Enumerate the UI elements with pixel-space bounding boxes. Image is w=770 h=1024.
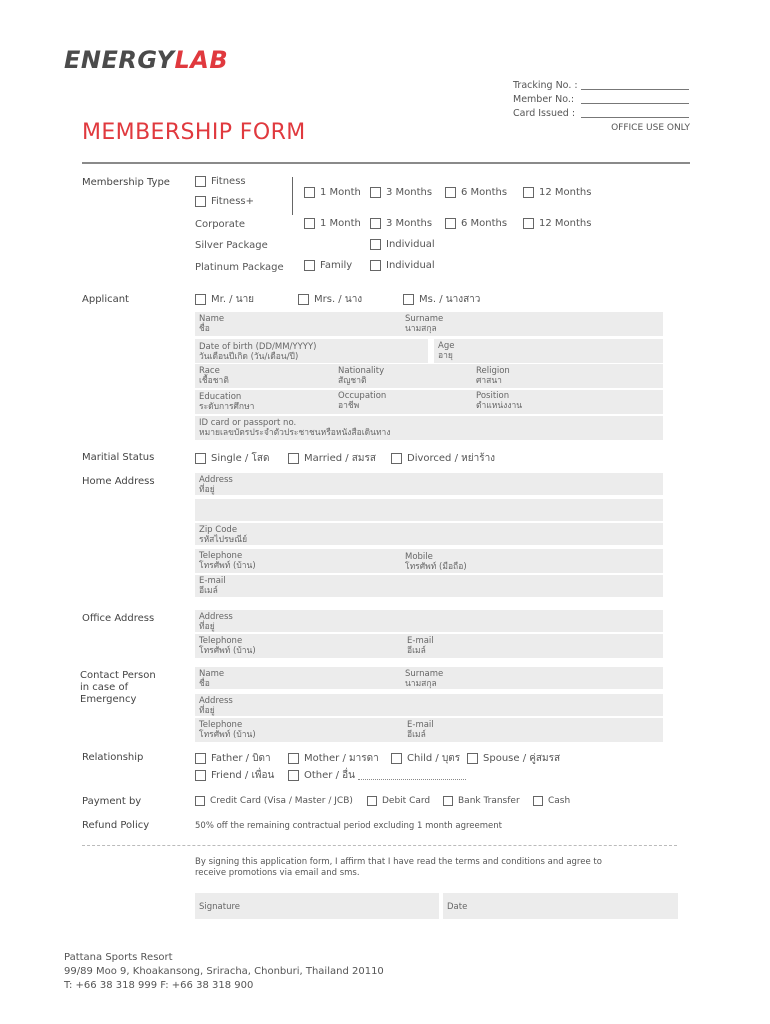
- date-label: Date: [447, 902, 468, 912]
- rel-child[interactable]: [391, 751, 460, 766]
- name-label-th: ชื่อ: [199, 679, 210, 689]
- idcard-label: ID card or passport no.: [199, 418, 297, 428]
- tracking-label: Tracking No. :: [513, 80, 578, 91]
- fitness-12-months[interactable]: [523, 187, 591, 198]
- nationality-label-th: สัญชาติ: [338, 376, 367, 386]
- fitness-6-months[interactable]: [445, 187, 507, 198]
- option-text: Bank Transfer: [458, 796, 520, 806]
- option-text: Individual: [386, 239, 435, 250]
- option-text: Family: [320, 260, 353, 271]
- address-label-th: ที่อยู่: [199, 706, 215, 716]
- silver-label: Silver Package: [195, 240, 268, 251]
- name-label-th: ชื่อ: [199, 324, 210, 334]
- card-field[interactable]: [581, 117, 689, 118]
- footer-line-1: Pattana Sports Resort: [64, 952, 173, 963]
- surname-label: Surname: [405, 669, 444, 679]
- name-label: Name: [199, 669, 225, 679]
- option-text: 12 Months: [539, 218, 592, 229]
- emergency-address-field[interactable]: [195, 694, 663, 716]
- checkbox[interactable]: [195, 770, 206, 781]
- emergency-label-line-3: Emergency: [80, 694, 137, 705]
- address-label-th: ที่อยู่: [199, 485, 215, 495]
- fitness-1-month[interactable]: [304, 187, 361, 198]
- fitness-checkbox[interactable]: [195, 176, 206, 187]
- platinum-individual[interactable]: [370, 260, 435, 271]
- email-label: E-mail: [199, 576, 226, 586]
- pay-bank[interactable]: [443, 796, 520, 806]
- option-text: Mr. / นาย: [211, 294, 255, 305]
- member-field[interactable]: [581, 103, 689, 104]
- option-text: Friend / เพื่อน: [211, 770, 275, 781]
- checkbox[interactable]: [391, 453, 402, 464]
- checkbox[interactable]: [370, 239, 381, 250]
- race-label-th: เชื้อชาติ: [199, 376, 229, 386]
- office-use-note: OFFICE USE ONLY: [611, 123, 690, 133]
- corporate-3-months[interactable]: [370, 218, 432, 229]
- fitness-plus-option[interactable]: [195, 196, 254, 207]
- dob-label-th: วันเดือนปีเกิด (วัน/เดือน/ปี): [199, 352, 299, 362]
- platinum-label: Platinum Package: [195, 262, 284, 273]
- checkbox[interactable]: [523, 218, 534, 229]
- checkbox[interactable]: [195, 753, 206, 764]
- marital-status-label: Maritial Status: [82, 452, 155, 463]
- name-label: Name: [199, 314, 225, 324]
- dob-field[interactable]: [195, 339, 428, 363]
- consent-text: [195, 857, 675, 879]
- tracking-field[interactable]: [581, 89, 689, 90]
- footer-line-2: 99/89 Moo 9, Khoakansong, Sriracha, Chonburi, Thailand 20110: [64, 966, 384, 977]
- marital-single[interactable]: [195, 451, 269, 466]
- option-text: Individual: [386, 260, 435, 271]
- relationship-label: Relationship: [82, 752, 144, 763]
- checkbox[interactable]: [391, 753, 402, 764]
- rel-friend[interactable]: [195, 768, 274, 783]
- applicant-label: Applicant: [82, 294, 129, 305]
- rel-father[interactable]: [195, 751, 271, 766]
- rel-mother[interactable]: [288, 751, 379, 766]
- silver-individual[interactable]: [370, 239, 435, 250]
- footer-address: [64, 951, 384, 993]
- form-title: MEMBERSHIP FORM: [82, 120, 306, 145]
- fitness-option[interactable]: [195, 176, 246, 187]
- rel-spouse[interactable]: [467, 751, 560, 766]
- title-mr[interactable]: [195, 292, 254, 307]
- option-text: Father / บิดา: [211, 753, 271, 764]
- option-text: 3 Months: [386, 187, 433, 198]
- fitness-plus-checkbox[interactable]: [195, 196, 206, 207]
- fitness-3-months[interactable]: [370, 187, 432, 198]
- race-row-field[interactable]: [195, 364, 663, 388]
- telephone-label: Telephone: [199, 551, 243, 561]
- checkbox[interactable]: [370, 260, 381, 271]
- education-label-th: ระดับการศึกษา: [199, 402, 255, 412]
- occupation-label: Occupation: [338, 391, 387, 401]
- checkbox[interactable]: [370, 187, 381, 198]
- home-phone-row[interactable]: [195, 549, 663, 573]
- pay-debit[interactable]: [367, 796, 430, 806]
- bracket-line: [292, 177, 293, 215]
- surname-label-th: นามสกุล: [405, 679, 437, 689]
- checkbox[interactable]: [195, 294, 206, 305]
- home-email-field[interactable]: [195, 575, 663, 597]
- option-text: Spouse / คู่สมรส: [483, 753, 561, 764]
- telephone-label: Telephone: [199, 636, 243, 646]
- emergency-contact-label: [80, 670, 156, 706]
- zip-label: Zip Code: [199, 525, 238, 535]
- corporate-label: Corporate: [195, 219, 245, 230]
- address-label: Address: [199, 475, 233, 485]
- option-text: Mother / มารดา: [304, 753, 379, 764]
- telephone-label: Telephone: [199, 720, 243, 730]
- membership-type-label: Membership Type: [82, 177, 170, 188]
- checkbox[interactable]: [523, 187, 534, 198]
- checkbox[interactable]: [304, 218, 315, 229]
- religion-label-th: ศาสนา: [476, 376, 502, 386]
- emergency-label-line-2: in case of: [80, 682, 129, 693]
- corporate-6-months[interactable]: [445, 218, 507, 229]
- checkbox[interactable]: [445, 218, 456, 229]
- fitness-plus-text: Fitness+: [211, 196, 255, 207]
- refund-text: 50% off the remaining contractual period excluding 1 month agreement: [195, 821, 502, 831]
- option-text: Ms. / นางสาว: [419, 294, 481, 305]
- idcard-label-th: หมายเลขบัตรประจำตัวประชาชนหรือหนังสือเดินทาง: [199, 428, 391, 438]
- date-field[interactable]: [443, 893, 678, 919]
- checkbox[interactable]: [288, 453, 299, 464]
- checkbox[interactable]: [304, 260, 315, 271]
- marital-married[interactable]: [288, 451, 376, 466]
- option-text: Mrs. / นาง: [314, 294, 363, 305]
- checkbox[interactable]: [195, 796, 205, 806]
- email-label: E-mail: [407, 636, 434, 646]
- surname-label-th: นามสกุล: [405, 324, 437, 334]
- mobile-label-th: โทรศัพท์ (มือถือ): [405, 562, 467, 572]
- email-label: E-mail: [407, 720, 434, 730]
- education-label: Education: [199, 392, 242, 402]
- emergency-label-line-1: Contact Person: [80, 670, 156, 681]
- zip-label-th: รหัสไปรษณีย์: [199, 535, 248, 545]
- option-text: Other / อื่น: [304, 770, 355, 781]
- age-label-th: อายุ: [438, 351, 453, 361]
- option-text: Single / โสด: [211, 453, 270, 464]
- consent-line-2: receive promotions via email and sms.: [195, 868, 360, 878]
- section-divider: [82, 845, 677, 846]
- card-row: [513, 108, 693, 122]
- checkbox[interactable]: [304, 187, 315, 198]
- option-text: 6 Months: [461, 187, 508, 198]
- checkbox[interactable]: [403, 294, 414, 305]
- email-label-th: อีเมล์: [407, 730, 426, 740]
- signature-label: Signature: [199, 902, 241, 912]
- checkbox[interactable]: [367, 796, 377, 806]
- corporate-12-months[interactable]: [523, 218, 591, 229]
- email-label-th: อีเมล์: [199, 586, 218, 596]
- energylab-logo: [64, 46, 228, 74]
- race-label: Race: [199, 366, 220, 376]
- footer-line-3: T: +66 38 318 999 F: +66 38 318 900: [64, 980, 254, 991]
- member-row: [513, 94, 693, 108]
- other-specify-line[interactable]: [358, 772, 466, 780]
- option-text: Debit Card: [382, 796, 431, 806]
- signature-field[interactable]: [195, 893, 439, 919]
- title-ms[interactable]: [403, 292, 480, 307]
- refund-label: Refund Policy: [82, 820, 150, 831]
- dob-label: Date of birth (DD/MM/YYYY): [199, 342, 317, 352]
- occupation-label-th: อาชีพ: [338, 401, 360, 411]
- address-label: Address: [199, 696, 233, 706]
- pay-credit[interactable]: [195, 796, 353, 806]
- checkbox[interactable]: [195, 453, 206, 464]
- rel-other[interactable]: [288, 768, 466, 783]
- checkbox[interactable]: [443, 796, 453, 806]
- telephone-label-th: โทรศัพท์ (บ้าน): [199, 561, 256, 571]
- applicant-name-field[interactable]: [195, 312, 663, 336]
- nationality-label: Nationality: [338, 366, 385, 376]
- office-address-field[interactable]: [195, 610, 663, 632]
- checkbox[interactable]: [467, 753, 478, 764]
- pay-cash[interactable]: [533, 796, 570, 806]
- payment-label: Payment by: [82, 796, 142, 807]
- consent-line-1: By signing this application form, I affirm that I have read the terms and conditions and agree to: [195, 857, 602, 867]
- option-text: Married / สมรส: [304, 453, 376, 464]
- option-text: Cash: [548, 796, 571, 806]
- checkbox[interactable]: [445, 187, 456, 198]
- option-text: 6 Months: [461, 218, 508, 229]
- email-label-th: อีเมล์: [407, 646, 426, 656]
- position-label-th: ตำแหน่งงาน: [476, 401, 523, 411]
- option-text: Divorced / หย่าร้าง: [407, 453, 496, 464]
- education-row-field[interactable]: [195, 390, 663, 414]
- checkbox[interactable]: [533, 796, 543, 806]
- home-address-field[interactable]: [195, 473, 663, 495]
- option-text: 1 Month: [320, 218, 361, 229]
- member-label: Member No.:: [513, 94, 575, 105]
- checkbox[interactable]: [288, 753, 299, 764]
- option-text: Credit Card (Visa / Master / JCB): [210, 796, 353, 806]
- platinum-family[interactable]: [304, 260, 352, 271]
- emergency-name-field[interactable]: [195, 667, 663, 689]
- idcard-field[interactable]: [195, 416, 663, 440]
- marital-divorced[interactable]: [391, 451, 495, 466]
- office-contact-row[interactable]: [195, 634, 663, 658]
- emergency-contact-row[interactable]: [195, 718, 663, 742]
- option-text: Child / บุตร: [407, 753, 461, 764]
- card-label: Card Issued :: [513, 108, 576, 119]
- checkbox[interactable]: [288, 770, 299, 781]
- mobile-label: Mobile: [405, 552, 433, 562]
- logo-part-2: LAB: [174, 46, 229, 74]
- address-label: Address: [199, 612, 233, 622]
- checkbox[interactable]: [298, 294, 309, 305]
- tracking-row: [513, 80, 693, 94]
- fitness-text: Fitness: [211, 176, 246, 187]
- title-divider: [82, 162, 690, 164]
- logo-part-1: ENERGY: [64, 46, 175, 74]
- title-mrs[interactable]: [298, 292, 362, 307]
- home-address-label: Home Address: [82, 476, 155, 487]
- telephone-label-th: โทรศัพท์ (บ้าน): [199, 646, 256, 656]
- religion-label: Religion: [476, 366, 510, 376]
- home-address-field-2[interactable]: [195, 499, 663, 521]
- address-label-th: ที่อยู่: [199, 622, 215, 632]
- surname-label: Surname: [405, 314, 444, 324]
- age-label: Age: [438, 341, 455, 351]
- position-label: Position: [476, 391, 510, 401]
- checkbox[interactable]: [370, 218, 381, 229]
- option-text: 3 Months: [386, 218, 433, 229]
- option-text: 12 Months: [539, 187, 592, 198]
- corporate-1-month[interactable]: [304, 218, 361, 229]
- office-address-label: Office Address: [82, 613, 155, 624]
- telephone-label-th: โทรศัพท์ (บ้าน): [199, 730, 256, 740]
- option-text: 1 Month: [320, 187, 361, 198]
- age-field[interactable]: [434, 339, 663, 363]
- zip-field[interactable]: [195, 523, 663, 545]
